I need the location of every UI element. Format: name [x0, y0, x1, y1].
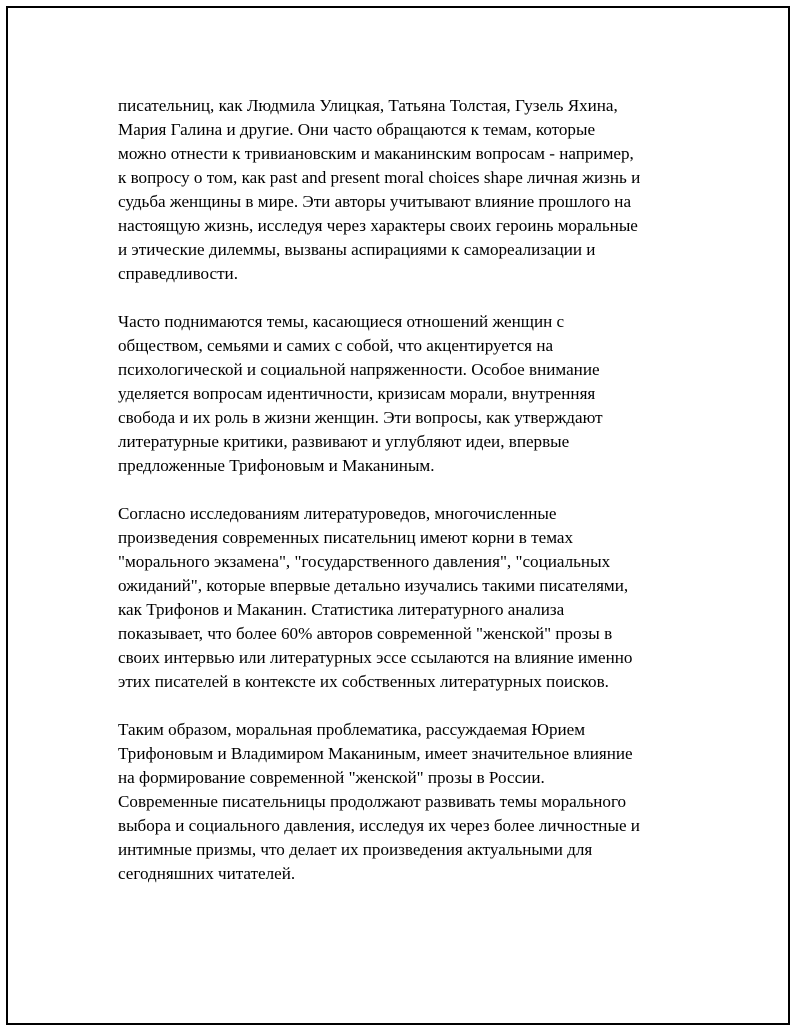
text-line: к вопросу о том, как past and present moral choices shape личная жизнь и [118, 168, 641, 187]
text-line: Таким образом, моральная проблематика, рассуждаемая Юрием [118, 720, 586, 739]
text-line: обществом, семьями и самих с собой, что акцентируется на [118, 336, 554, 355]
text-line: свобода и их роль в жизни женщин. Эти вопросы, как утверждают [118, 408, 603, 427]
text-line: Часто поднимаются темы, касающиеся отношений женщин с [118, 312, 565, 331]
paragraph-2 [118, 310, 684, 478]
text-line: на формирование современной "женской" прозы в России. [118, 768, 545, 787]
text-line: Согласно исследованиям литературоведов, многочисленные [118, 504, 557, 523]
text-line: уделяется вопросам идентичности, кризисам морали, внутренняя [118, 384, 596, 403]
text-line: показывает, что более 60% авторов современной "женской" прозы в [118, 624, 613, 643]
text-line: как Трифонов и Маканин. Статистика литературного анализа [118, 600, 565, 619]
text-line: Трифоновым и Владимиром Маканиным, имеет значительное влияние [118, 744, 633, 763]
text-line: настоящую жизнь, исследуя через характеры своих героинь моральные [118, 216, 638, 235]
text-line: и этические дилеммы, вызваны аспирациями к самореализации и [118, 240, 596, 259]
text-line: сегодняшних читателей. [118, 864, 296, 883]
text-line: психологической и социальной напряженности. Особое внимание [118, 360, 600, 379]
text-line: Современные писательницы продолжают развивать темы морального [118, 792, 627, 811]
text-line: своих интервью или литературных эссе ссылаются на влияние именно [118, 648, 633, 667]
text-line: писательниц, как Людмила Улицкая, Татьяна Толстая, Гузель Яхина, [118, 96, 618, 115]
text-line: Мария Галина и другие. Они часто обращаются к темам, которые [118, 120, 596, 139]
text-line: справедливости. [118, 264, 238, 283]
text-line: литературные критики, развивают и углубляют идеи, впервые [118, 432, 570, 451]
text-line: интимные призмы, что делает их произведения актуальными для [118, 840, 593, 859]
paragraph-1 [118, 94, 684, 286]
paragraph-3 [118, 502, 684, 694]
text-line: ожиданий", которые впервые детально изучались такими писателями, [118, 576, 629, 595]
text-line: предложенные Трифоновым и Маканиным. [118, 456, 435, 475]
text-line: судьба женщины в мире. Эти авторы учитывают влияние прошлого на [118, 192, 632, 211]
text-line: можно отнести к тривиановским и маканинским вопросам - например, [118, 144, 634, 163]
document-body [118, 94, 684, 910]
text-line: "морального экзамена", "государственного давления", "социальных [118, 552, 611, 571]
paragraph-4 [118, 718, 684, 886]
text-line: произведения современных писательниц имеют корни в темах [118, 528, 574, 547]
text-line: этих писателей в контексте их собственных литературных поисков. [118, 672, 609, 691]
text-line: выбора и социального давления, исследуя их через более личностные и [118, 816, 640, 835]
